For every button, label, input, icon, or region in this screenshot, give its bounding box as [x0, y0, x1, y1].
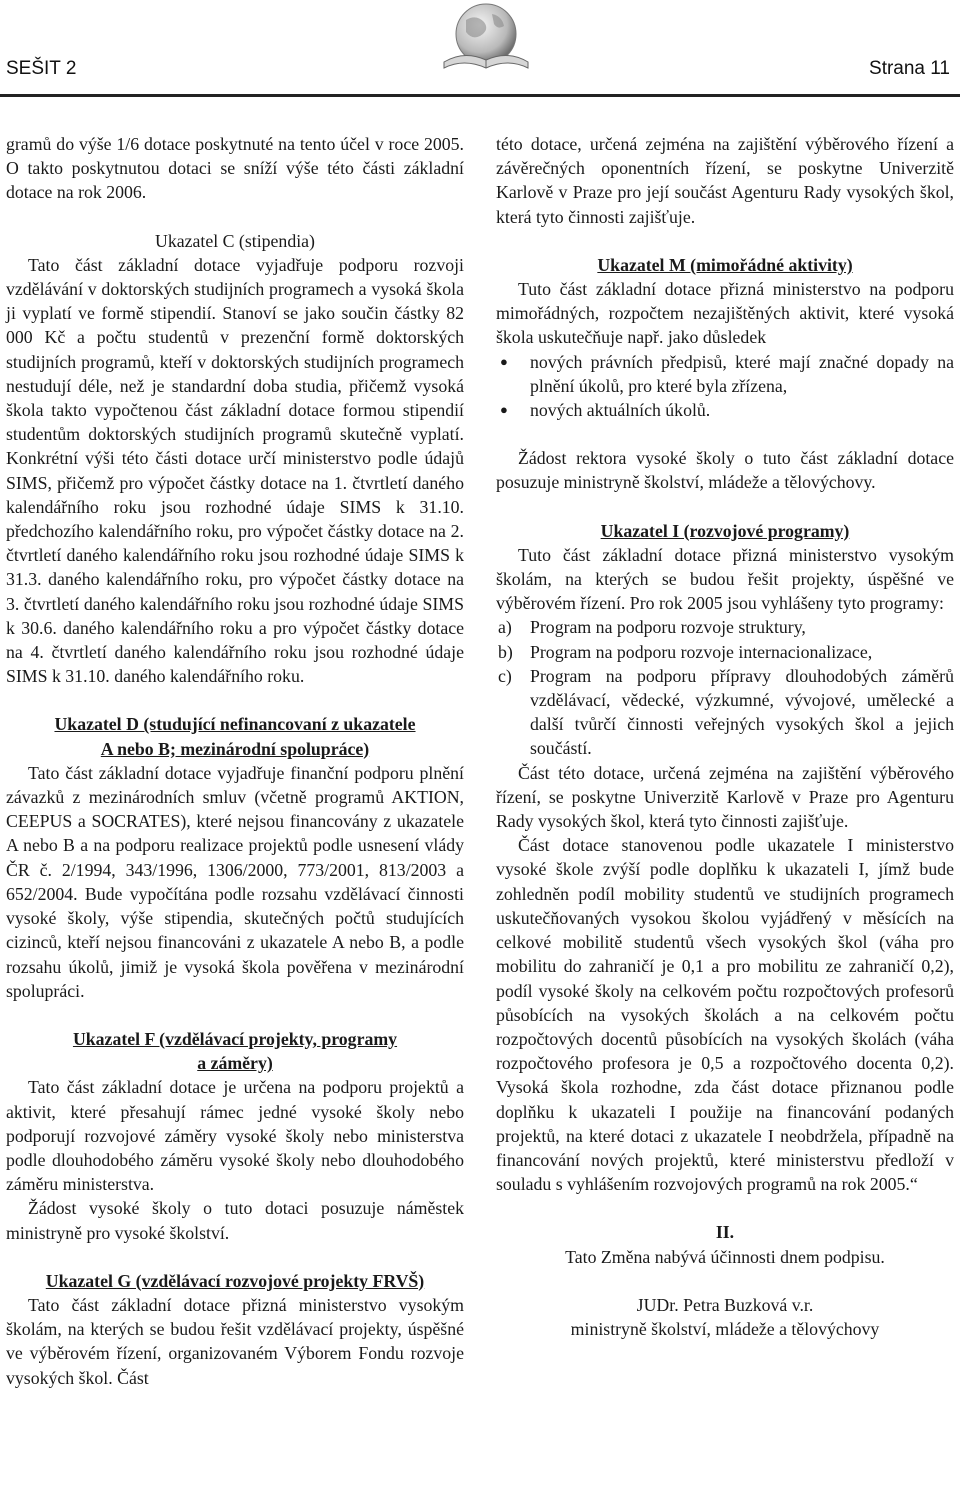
left-column [6, 132, 464, 1390]
section-m-request: Žádost rektora vysoké školy o tuto část základní dotace posuzuje ministryně školství, mládeže a tělovýchovy. [496, 448, 954, 493]
section-f-heading-line2: a záměry) [197, 1053, 273, 1074]
section-m-body: Tuto část základní dotace přizná ministerstvo na podporu mimořádných, rozpočtem nezajištěných aktivit, které vysoká škola uskutečňuje např. jako důsledek [496, 279, 954, 348]
list-item: c) Program na podporu přípravy dlouhodobých záměrů vzdělávací, vědecké, výzkumné, vývojové, umělecké a další tvůrčí činnosti veřejných vysokých škol a jejich součástí. [498, 665, 954, 759]
section-i-heading: Ukazatel I (rozvojové programy) [600, 520, 850, 541]
section-g-heading: Ukazatel G (vzdělávací rozvojové projekty FRVŠ) [45, 1270, 425, 1291]
header-rule [0, 94, 960, 97]
section-i-program-list [496, 615, 954, 760]
section-f-request: Žádost vysoké školy o tuto dotaci posuzuje náměstek ministryně pro vysoké školství. [6, 1198, 464, 1243]
list-item: a) Program na podporu rozvoje struktury, [498, 617, 806, 638]
left-intro-paragraph: gramů do výše 1/6 dotace poskytnuté na tento účel v roce 2005. O takto poskytnutou dotaci se sníží výše této části základní dotace na rok 2006. [6, 134, 464, 203]
list-item: ● nových právních předpisů, které mají značné dopady na plnění úkolů, pro které byla zřízena, [496, 350, 954, 398]
list-item: ● nových aktuálních úkolů. [496, 398, 954, 422]
section-i-body-3: Část dotace stanovenou podle ukazatele I ministerstvo vysoké škole zvýší podle doplňku k ukazateli I, jímž bude zohledněn podíl mobility studentů ve studijních programech uskutečňovaných vysokou školou vyjádřený v měsících na celkové mobilitě studentů všech vysokých škol (váha pro mobilitu do zahraničí je 0,1 a pro mobilitu ze zahraničí 0,2), podíl vysoké školy na celkovém počtu rozpočtových profesorů působících na vysokých školách a na celkovém počtu rozpočtových docentů působících na vysokých školách (váha rozpočtového profesora je 0,5 a rozpočtového docenta 0,2). Vysoká škola rozhodne, zda část dotace přiznanou podle doplňku k ukazateli I použije na financování podaných projektů, na které dotaci z ukazatele I neobdržela, případně na financování nových projektů, které ministerstvu předloží v souladu s vyhlášením rozvojových programů na rok 2005.“ [496, 835, 954, 1195]
header-page-number: Strana 11 [869, 58, 950, 79]
section-d-body: Tato část základní dotace vyjadřuje finanční podporu plnění závazků z mezinárodních smluv (včetně programů AKTION, CEEPUS a SOCRATES), které nejsou financovány z ukazatele A nebo B a na podporu realizace projektů podle usnesení vlády ČR č. 2/1994, 343/1996, 1306/2000, 773/2001, 813/2003 a 652/2004. Bude vypočítána podle rozsahu vzdělávací činnosti vysoké školy, výše stipendia, skutečných počtů studujících cizinců, kteří nejsou financováni z ukazatele A nebo B, a podle rozsahu úkolů, jimiž je vysoká škola pověřena v mezinárodní spolupráci. [6, 762, 464, 1001]
section-d-heading-line1: Ukazatel D (studující nefinancovaní z ukazatele [54, 714, 416, 735]
section-m-heading: Ukazatel M (mimořádné aktivity) [597, 254, 853, 275]
section-g-body: Tato část základní dotace přizná ministerstvo vysokým školám, na kterých se budou řešit vzdělávací projekty, úspěšné ve výběrovém řízení, organizovaném Výborem Fondu rozvoje vysokých škol. Část [6, 1294, 464, 1388]
section-i-body: Tuto část základní dotace přizná ministerstvo vysokým školám, na kterých se budou řešit projekty, úspěšné ve výběrovém řízení. Pro rok 2005 jsou vyhlášeny tyto programy: [496, 544, 954, 614]
section-m-bullet-list [496, 350, 954, 423]
section-d-heading-line2: A nebo B; mezinárodní spolupráce) [100, 738, 370, 759]
section-f-body: Tato část základní dotace je určena na podporu projektů a aktivit, které přesahují rámec jedné vysoké školy nebo podporují rozvojové záměry vysoké školy nebo ministerstva podle dlouhodobého záměru vysoké školy nebo dlouhodobého záměru ministerstva. [6, 1077, 464, 1195]
section-i-body-2: Část této dotace, určená zejména na zajištění výběrového řízení, se poskytne Univerzitě Karlově v Praze pro Agenturu Rady vysokých škol, která tyto činnosti zajišťuje. [496, 762, 954, 832]
section-ii-heading: II. [715, 1222, 735, 1243]
list-item: b) Program na podporu rozvoje internacionalizace, [498, 641, 873, 662]
section-f-heading-line1: Ukazatel F (vzdělávací projekty, programy [72, 1028, 398, 1049]
signature-title: ministryně školství, mládeže a tělovýchovy [570, 1318, 880, 1339]
section-c-heading: Ukazatel C (stipendia) [155, 230, 315, 251]
right-intro-paragraph: této dotace, určená zejména na zajištění výběrového řízení a závěrečných oponentních řízení, se poskytne Univerzitě Karlově v Praze pro její součást Agenturu Rady vysokých škol, která tyto činnosti zajišťuje. [496, 134, 954, 227]
globe-book-icon [436, 0, 532, 80]
section-ii-text: Tato Změna nabývá účinnosti dnem podpisu. [565, 1246, 885, 1267]
right-column [496, 132, 954, 1341]
section-c-body: Tato část základní dotace vyjadřuje podporu rozvoji vzdělávání v doktorských studijních programech a vysoká škola ji vyplatí ve formě stipendií. Stanoví se jako součin částky 82 000 Kč a počtu studentů v prezenční formě doktorských studijních programů, kteří v doktorských studijních programech nestudují déle, než je standardní doba studia, přičemž vysoká škola takto vypočtenou část základní dotace formou stipendií studentům doktorských studijních programů skutečně vyplatí. Konkrétní výši této části dotace určí ministerstvo podle údajů SIMS, přičemž pro výpočet částky dotace na 1. čtvrtletí daného kalendářního roku jsou rozhodné údaje SIMS k 31.10. předchozího kalendářního roku, pro výpočet částky dotace na 2. čtvrtletí daného kalendářního roku jsou rozhodné údaje SIMS k 31.3. daného kalendářního roku, pro výpočet částky dotace na 3. čtvrtletí daného kalendářního roku jsou rozhodné údaje SIMS k 30.6. daného kalendářního roku a pro výpočet částky dotace na 4. čtvrtletí daného kalendářního roku jsou rozhodné údaje SIMS k 31.10. daného kalendářního roku. [6, 254, 464, 687]
signature-name: JUDr. Petra Buzková v.r. [636, 1294, 814, 1315]
header-section-label: SEŠIT 2 [6, 58, 77, 79]
